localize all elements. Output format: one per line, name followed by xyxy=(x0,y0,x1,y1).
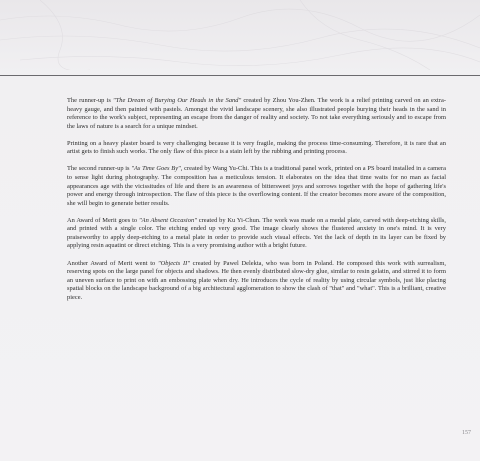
horizontal-rule xyxy=(0,75,480,76)
paragraph-1: The runner-up is "The Dream of Burying Our Heads in the Sand" created by Zhou You-Zhen. The work is a relief printing carved on an extra-heavy gauge, and then painted with pastels. Amongst the vivid landscape scenery, she also illustrated people burying their heads in the sand in reference to the work's subject, representing an escape from the danger of reality and society. To not take everything seriously and to escape from the laws of nature is a search for a unique mindset. xyxy=(67,97,446,130)
paragraph-4: An Award of Merit goes to "An Absent Occasion" created by Ku Yi-Chun. The work was made on a medal plate, carved with deep-etching skills, and printed with a single color. The etching ended up very good. The image clearly shows the flustered anxiety in one's mind. It is very praiseworthy to apply deep-etching to a metal plate in order to provide such visual effects. Yet the lack of depth in its layer can be fixed by applying resin aquatint or direct etching. This is a very promising author with a bright future. xyxy=(67,216,446,250)
page-number: 157 xyxy=(462,430,471,436)
article-body xyxy=(67,97,446,311)
paragraph-2: Printing on a heavy plaster board is very challenging because it is very fragile, making the process time-consuming. Therefore, it is rare that an artist gets to finish such works. The only flaw of this piece is a stain left by the rubbing and printing process. xyxy=(67,139,446,156)
paragraph-3: The second runner-up is "As Time Goes By", created by Wang Yu-Chi. This is a traditional panel work, printed on a PS board installed in a camera to sense light during photography. The composition has a meticulous tension. It elaborates on the idea that time waits for no man as facial appearances age with the vicissitudes of life and there is an awareness of bittersweet joys and sorrows together with the hope of gathering life's power and energy through introspection. The flaw of this piece is the overflowing content. If the creator becomes more aware of the composition, she will begin to generate better results. xyxy=(67,165,447,207)
decorative-texture xyxy=(0,0,480,70)
paragraph-5: Another Award of Merit went to "Objects II" created by Pawel Delekta, who was born in Poland. He composed this work with surrealism, reserving spots on the large panel for objects and shadows. He then evenly distributed slow-dry glue, similar to resin gelatin, and stirred it to form an uneven surface to print on with an embossing plate when dry. He introduces the cycle of reality by using circular symbols, just like placing spatial blocks on the landscape background of a big architectural agglomeration to show the clash of "that" and "what". This is a brilliant, creative piece. xyxy=(67,259,446,301)
